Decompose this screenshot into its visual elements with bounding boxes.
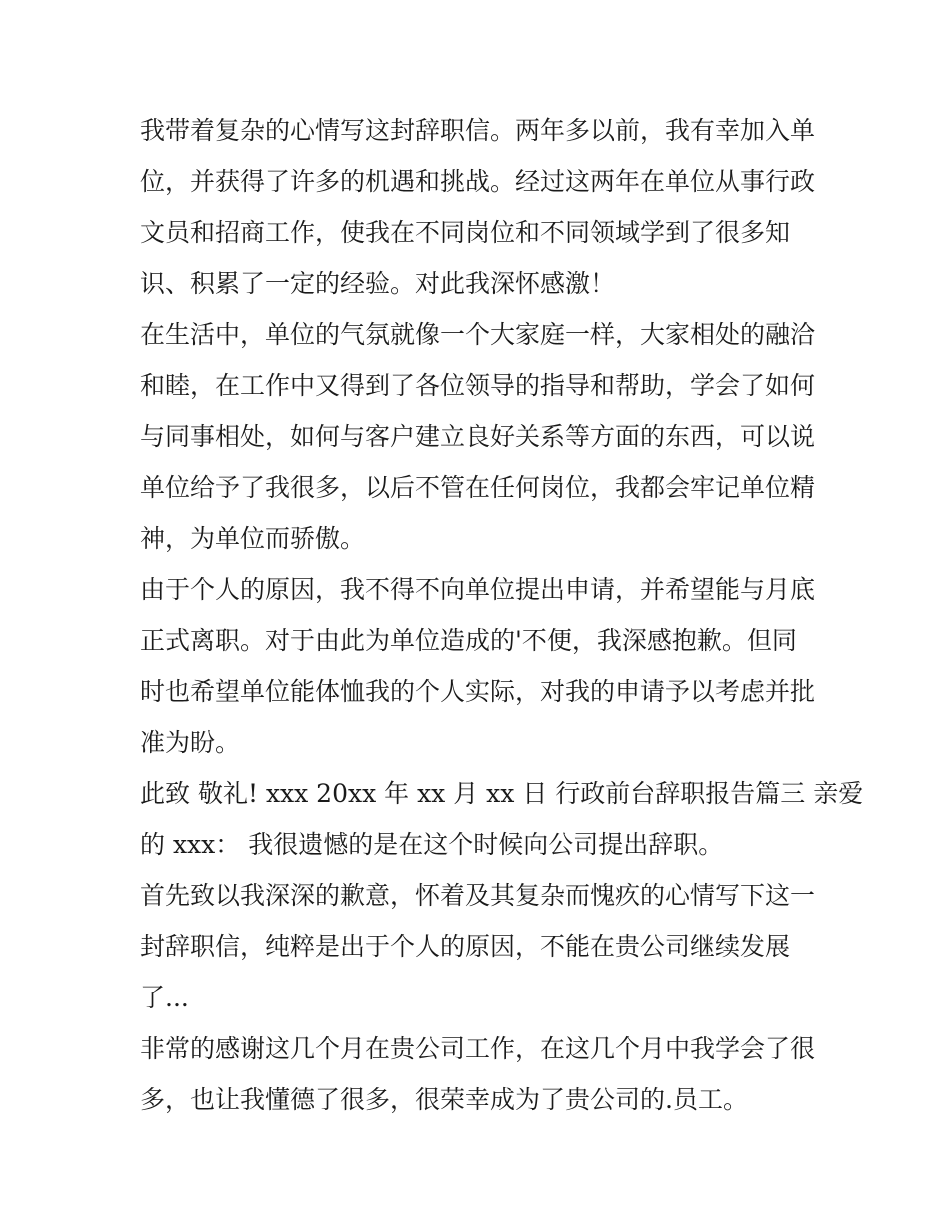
text-line: 非常的感谢这几个月在贵公司工作，在这几个月中我学会了很 bbox=[140, 1034, 816, 1063]
text-line: 准为盼。 bbox=[140, 728, 241, 757]
text-line: 封辞职信，纯粹是出于个人的原因，不能在贵公司继续发展 bbox=[140, 932, 791, 961]
text-line: 我带着复杂的心情写这封辞职信。两年多以前，我有幸加入单 bbox=[140, 116, 816, 145]
text-line: 文员和招商工作，使我在不同岗位和不同领域学到了很多知 bbox=[140, 218, 791, 247]
paragraph-3 bbox=[140, 564, 820, 768]
text-line: 的 xxx： 我很遗憾的是在这个时候向公司提出辞职。 bbox=[140, 830, 724, 859]
text-line: 首先致以我深深的歉意，怀着及其复杂而愧疚的心情写下这一 bbox=[140, 881, 816, 910]
text-line: 在生活中，单位的气氛就像一个大家庭一样，大家相处的融洽 bbox=[140, 320, 816, 349]
paragraph-4 bbox=[140, 768, 864, 870]
text-line: 此致 敬礼! xxx 20xx 年 xx 月 xx 日 行政前台辞职报告篇三 亲爱 bbox=[140, 779, 864, 808]
text-line: 与同事相处，如何与客户建立良好关系等方面的东西，可以说 bbox=[140, 422, 816, 451]
text-line: 单位给予了我很多，以后不管在任何岗位，我都会牢记单位精 bbox=[140, 473, 816, 502]
paragraph-5 bbox=[140, 870, 820, 1023]
text-line: 神，为单位而骄傲。 bbox=[140, 524, 366, 553]
text-line: 和睦，在工作中又得到了各位领导的指导和帮助，学会了如何 bbox=[140, 371, 816, 400]
text-line: 由于个人的原因，我不得不向单位提出申请，并希望能与月底 bbox=[140, 575, 816, 604]
text-line: 了... bbox=[140, 983, 189, 1012]
text-line: 正式离职。对于由此为单位造成的'不便，我深感抱歉。但同 bbox=[140, 626, 797, 655]
text-line: 位，并获得了许多的机遇和挑战。经过这两年在单位从事行政 bbox=[140, 167, 816, 196]
paragraph-1 bbox=[140, 105, 820, 309]
text-line: 时也希望单位能体恤我的个人实际，对我的申请予以考虑并批 bbox=[140, 677, 816, 706]
paragraph-2 bbox=[140, 309, 820, 564]
text-line: 识、积累了一定的经验。对此我深怀感激！ bbox=[140, 269, 616, 298]
document-body bbox=[140, 105, 864, 1125]
text-line: 多，也让我懂德了很多，很荣幸成为了贵公司的.员工。 bbox=[140, 1085, 748, 1114]
paragraph-6 bbox=[140, 1023, 820, 1125]
